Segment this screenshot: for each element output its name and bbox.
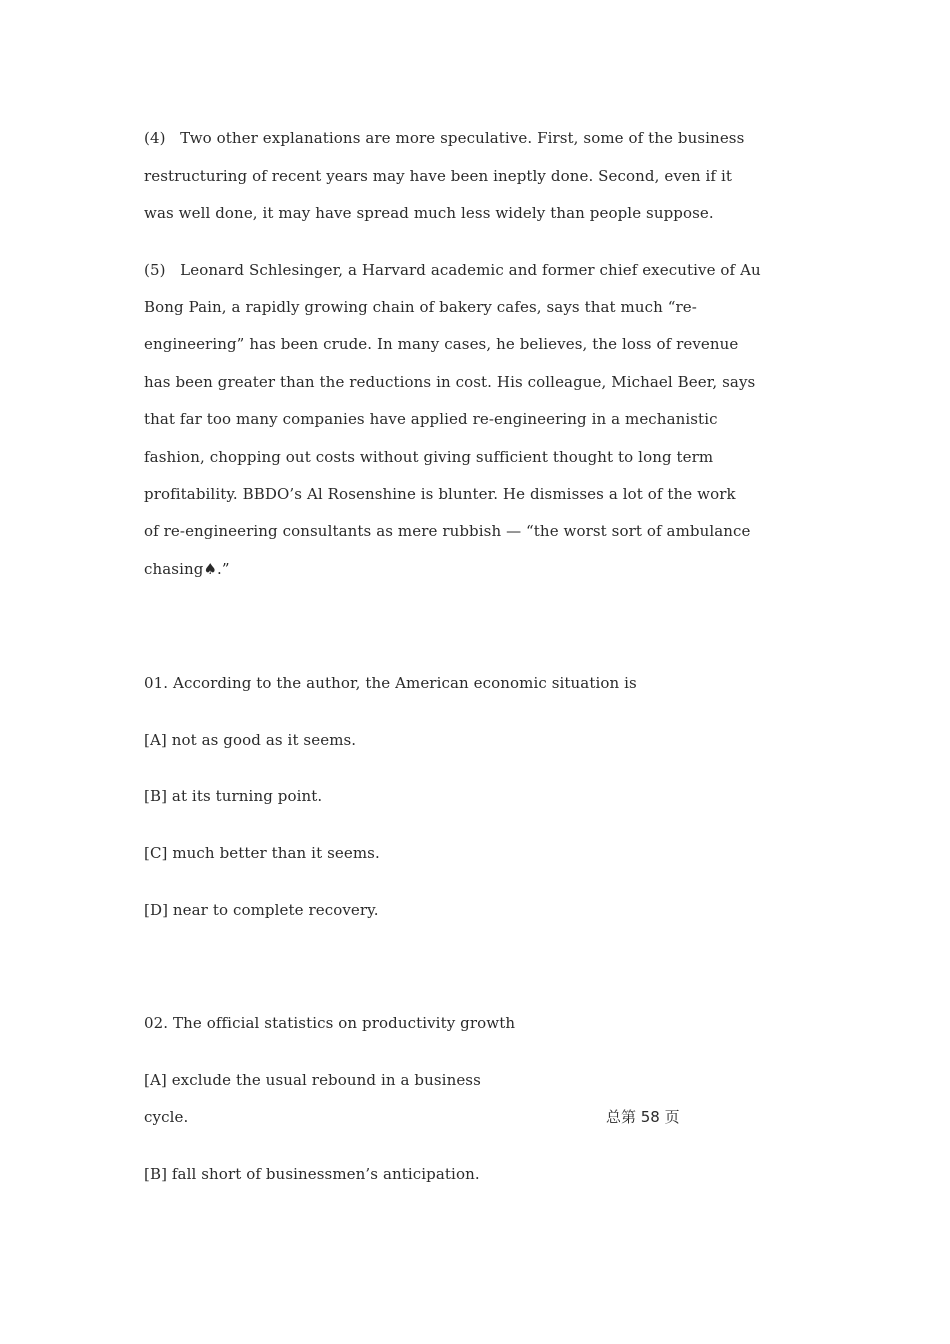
paragraph-5-line: Bong Pain, a rapidly growing chain of bakery cafes, says that much “re- <box>144 298 697 316</box>
question-02-option-a-continuation: cycle. <box>144 1108 189 1126</box>
question-01-stem: 01. According to the author, the American economic situation is <box>144 674 637 692</box>
paragraph-5-line: has been greater than the reductions in cost. His colleague, Michael Beer, says <box>144 373 756 391</box>
question-02-option-b: [B] fall short of businessmen’s anticipation. <box>144 1165 480 1183</box>
paragraph-5-line: profitability. BBDO’s Al Rosenshine is blunter. He dismisses a lot of the work <box>144 485 736 503</box>
paragraph-5-line: engineering” has been crude. In many cases, he believes, the loss of revenue <box>144 335 739 353</box>
paragraph-4-line: (4) Two other explanations are more speculative. First, some of the business <box>144 129 745 147</box>
question-01-option-a: [A] not as good as it seems. <box>144 731 357 749</box>
question-01-option-c: [C] much better than it seems. <box>144 844 380 862</box>
question-01-option-d: [D] near to complete recovery. <box>144 901 379 919</box>
page-number: 总第 58 页 <box>606 1108 680 1126</box>
paragraph-4-line: restructuring of recent years may have been ineptly done. Second, even if it <box>144 167 732 185</box>
paragraph-5-line: chasing♠.” <box>144 560 230 578</box>
paragraph-5-line: that far too many companies have applied re-engineering in a mechanistic <box>144 410 718 428</box>
paragraph-5-line: fashion, chopping out costs without giving sufficient thought to long term <box>144 448 714 466</box>
paragraph-5-line: (5) Leonard Schlesinger, a Harvard academic and former chief executive of Au <box>144 261 761 279</box>
paragraph-4-line: was well done, it may have spread much less widely than people suppose. <box>144 204 714 222</box>
paragraph-5-line: of re-engineering consultants as mere rubbish — “the worst sort of ambulance <box>144 522 751 540</box>
question-02-option-a: [A] exclude the usual rebound in a business <box>144 1071 481 1089</box>
question-01-option-b: [B] at its turning point. <box>144 787 323 805</box>
question-02-stem: 02. The official statistics on productivity growth <box>144 1014 516 1032</box>
